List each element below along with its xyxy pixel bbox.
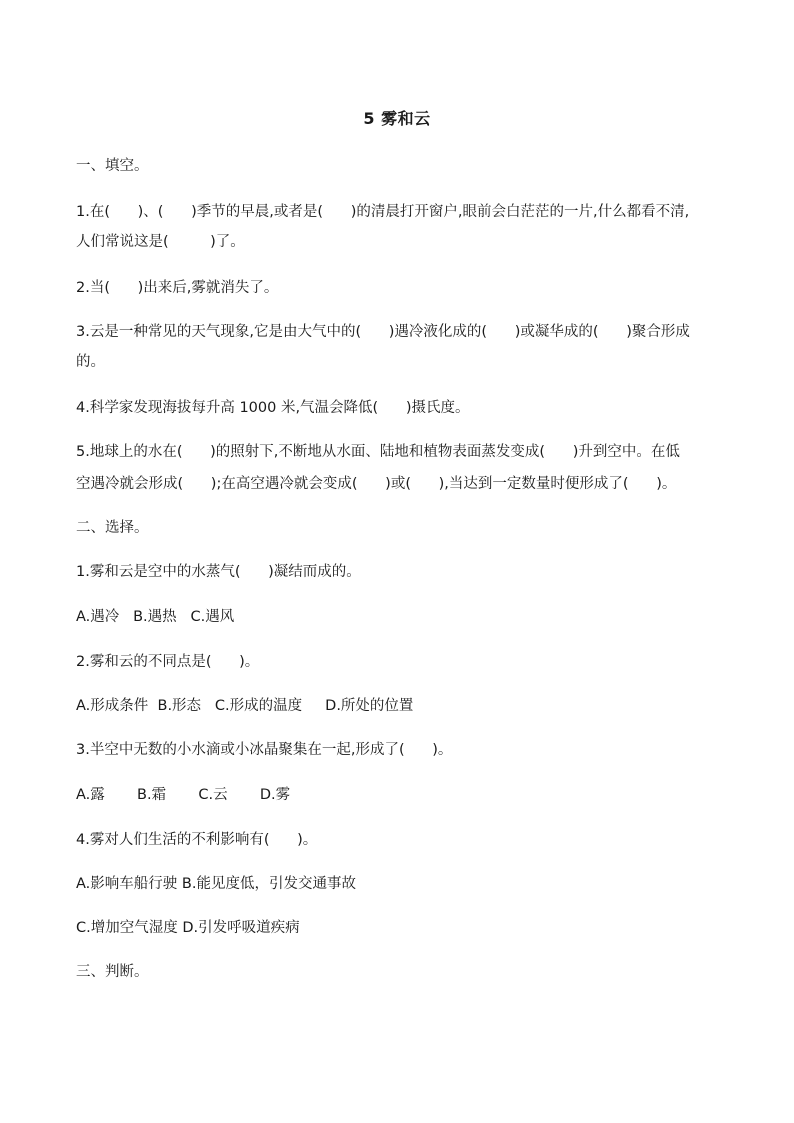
choice-question-1-options: A.遇冷 B.遇热 C.遇风 [76,609,235,625]
choice-question-4: 4.雾对人们生活的不利影响有( )。 [76,832,318,848]
question-4: 4.科学家发现海拔每升高 1000 米,气温会降低( )摄氏度。 [76,400,470,416]
choice-question-1: 1.雾和云是空中的水蒸气( )凝结而成的。 [76,564,361,580]
choice-question-2-options: A.形成条件 B.形态 C.形成的温度 D.所处的位置 [76,698,414,714]
choice-question-4-options-2: C.增加空气湿度 D.引发呼吸道疾病 [76,920,300,936]
choice-question-2: 2.雾和云的不同点是( )。 [76,654,260,670]
question-2: 2.当( )出来后,雾就消失了。 [76,280,279,296]
section-heading-choice: 二、选择。 [76,520,149,536]
section-heading-judge: 三、判断。 [76,964,149,980]
section-heading-fill-in: 一、填空。 [76,158,149,174]
choice-question-3: 3.半空中无数的小水滴或小冰晶聚集在一起,形成了( )。 [76,742,453,758]
choice-question-3-options: A.露 B.霜 C.云 D.雾 [76,787,291,803]
question-1-line-1: 1.在( )、( )季节的早晨,或者是( )的清晨打开窗户,眼前会白茫茫的一片,什么都看不清, [76,204,690,220]
question-1-line-2: 人们常说这是( )了。 [76,234,245,250]
question-3-line-1: 3.云是一种常见的天气现象,它是由大气中的( )遇冷液化成的( )或凝华成的( )聚合形成 [76,324,690,340]
question-5-line-1: 5.地球上的水在( )的照射下,不断地从水面、陆地和植物表面蒸发变成( )升到空中。在低 [76,444,680,460]
page-title: 5 雾和云 [363,109,431,128]
question-3-line-2: 的。 [76,354,105,370]
choice-question-4-options-1: A.影响车船行驶 B.能见度低，引发交通事故 [76,876,356,892]
question-5-line-2: 空遇冷就会形成( );在高空遇冷就会变成( )或( ),当达到一定数量时便形成了( )。 [76,476,677,492]
